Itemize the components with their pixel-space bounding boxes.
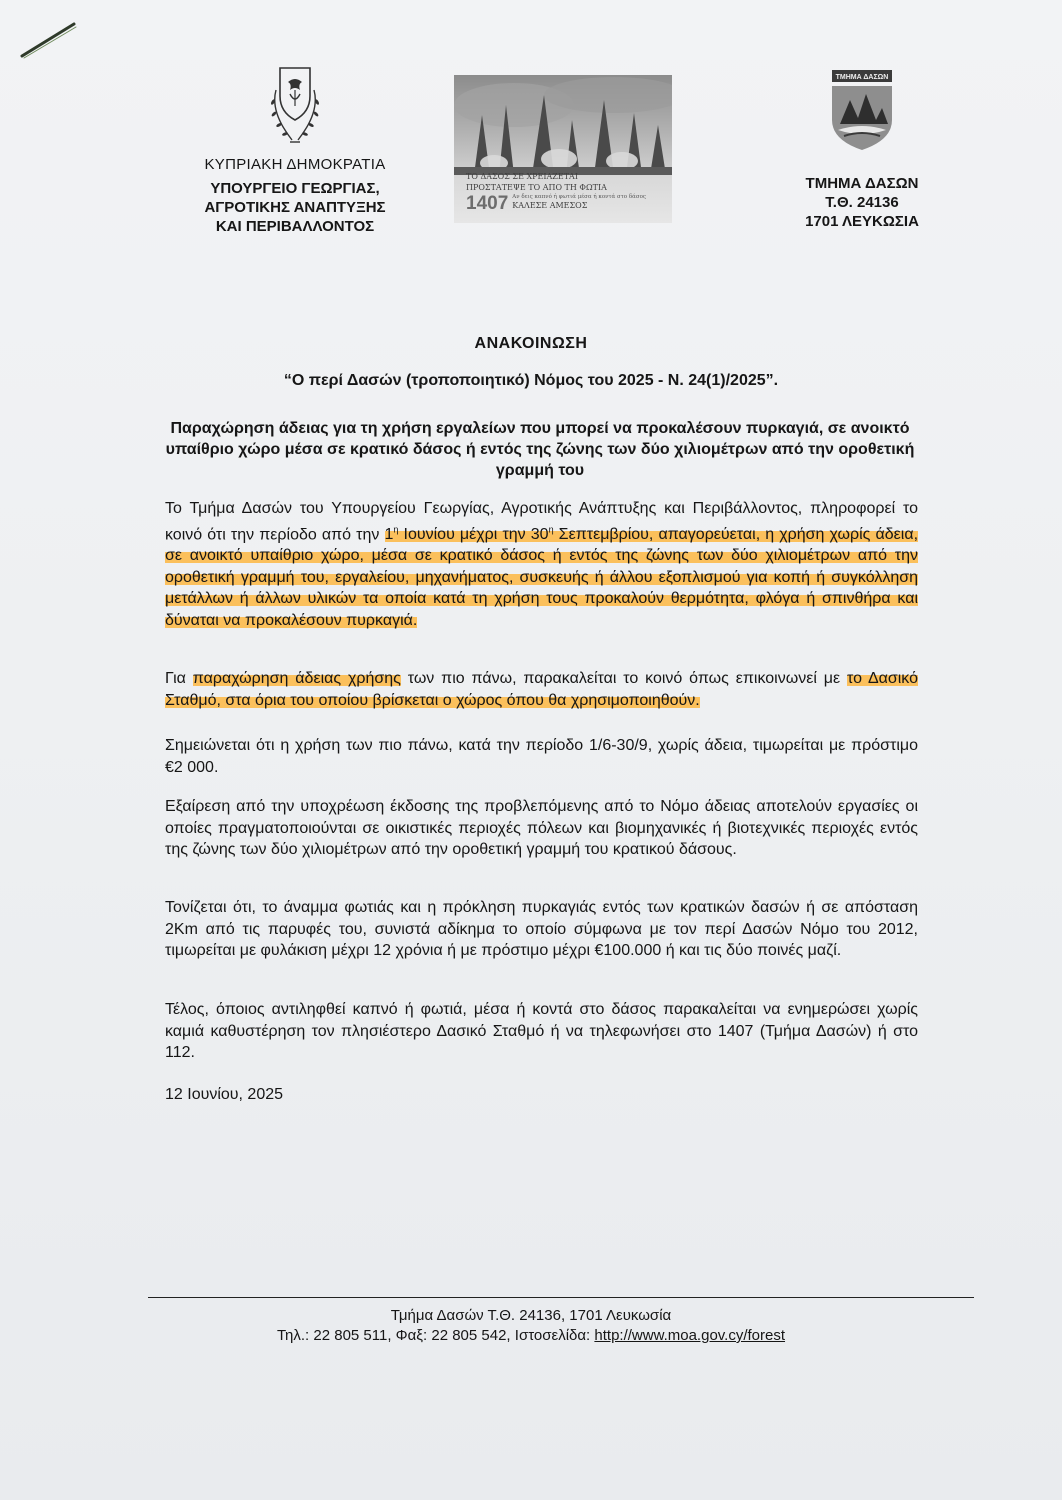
cyprus-coat-of-arms-icon — [260, 60, 330, 152]
p2-middle: των πιο πάνω, παρακαλείται το κοινό όπως επικοινωνεί με — [400, 670, 847, 687]
republic-name: ΚΥΠΡΙΑΚΗ ΔΗΜΟΚΡΑΤΙΑ — [204, 156, 386, 173]
paragraph-reporting: Τέλος, όποιος αντιληφθεί καπνό ή φωτιά, μέσα ή κοντά στο δάσος παρακαλείται να ενημερώσει χωρίς καμιά καθυστέρηση τον πλησιέστερο Δασικό Σταθμό ή να τηλεφωνήσει στο 1407 (Τμήμα Δασών) ή στο 112. — [165, 1001, 918, 1061]
department-header — [782, 68, 942, 231]
ministry-line-1: ΥΠΟΥΡΓΕΙΟ ΓΕΩΡΓΙΑΣ, — [210, 180, 380, 197]
banner-instructions — [512, 194, 646, 210]
paragraph-penalty: Τονίζεται ότι, το άναμμα φωτιάς και η πρόκληση πυρκαγιάς εντός των κρατικών δασών ή σε απόσταση 2Km από τις παρυφές του, συνιστά αδίκημα το οποίο σύμφωνα με τον περί Δασών Νόμο του 2012, τιμωρείται με φυλάκιση μέχρι 12 χρόνια ή με πρόστιμο μέχρι €100.000 ή και τις δύο ποινές μαζί. — [165, 899, 918, 959]
paragraph-exemption: Εξαίρεση από την υποχρέωση έκδοσης της προβλεπόμενης από το Νόμο άδειας αποτελούν εργασίες οι οποίες πραγματοποιούνται σε οικιστικές περιοχές πόλεων και βιομηχανικές ή βιοτεχνικές περιοχές εντός της ζώνης των δύο χιλιομέτρων από την οροθετική γραμμή του κρατικού δάσους. — [165, 798, 918, 858]
announcement-title: ΑΝΑΚΟΙΝΩΣΗ — [474, 335, 588, 352]
forest-fire-image — [454, 75, 672, 175]
forestry-department-logo-icon — [826, 68, 898, 152]
announcement-date: 12 Ιουνίου, 2025 — [165, 1086, 284, 1103]
ministry-header — [190, 60, 400, 236]
p2-highlight-1: παραχώρηση άδειας χρήσης — [192, 670, 401, 687]
dept-city: 1701 ΛΕΥΚΩΣΙΑ — [805, 213, 919, 230]
banner-small-text: Αν δεις καπνό ή φωτιά μέσα ή κοντά στο δάσος — [512, 194, 647, 200]
paragraph-prohibition — [165, 498, 918, 631]
p1-end-suffix: η — [548, 524, 554, 535]
dept-logo-label: ΤΜΗΜΑ ΔΑΣΩΝ — [835, 74, 889, 81]
p1-start-day: 1 — [384, 525, 394, 543]
paragraph-permit — [165, 668, 918, 711]
dept-name: ΤΜΗΜΑ ΔΑΣΩΝ — [805, 175, 919, 192]
footer-divider — [148, 1297, 974, 1298]
banner-line-1: ΤΟ ΔΑΣΟΣ ΣΕ ΧΡΕΙΑΖΕΤΑΙ — [466, 172, 578, 181]
dept-pobox: Τ.Θ. 24136 — [825, 194, 899, 211]
banner-text — [466, 171, 666, 214]
ministry-line-2: ΑΓΡΟΤΙΚΗΣ ΑΝΑΠΤΥΞΗΣ — [204, 199, 386, 216]
banner-phone-row — [466, 194, 666, 214]
p1-prohibition-text: Σεπτεμβρίου, απαγορεύεται, η χρήση χωρίς άδεια, σε ανοικτό υπαίθριο χώρο, μέσα σε κρατικό δάσος ή εντός της ζώνης των δύο χιλιομέτρων από την οροθετική γραμμή του, εργαλείου, μηχανήματος, συσκευής ή άλλου εξοπλισμού για κοπή ή συγκόλληση μετάλλων ή άλλων υλικών τα οποία κατά τη χρήση τους προκαλούν θερμότητα, φλόγα ή σπινθήρα και δύναται να προκαλέσουν πυρκαγιά. — [165, 525, 919, 629]
announcement-subject: Παραχώρηση άδειας για τη χρήση εργαλείων που μπορεί να προκαλέσουν πυρκαγιά, σε ανοικτό υπαίθριο χώρο μέσα σε κρατικό δάσος ή εντός της ζώνης των δύο χιλιομέτρων από την οροθετική γραμμή του — [165, 420, 915, 479]
footer-address: Τμήμα Δασών Τ.Θ. 24136, 1701 Λευκωσία — [390, 1307, 672, 1324]
ministry-line-3: ΚΑΙ ΠΕΡΙΒΑΛΛΟΝΤΟΣ — [215, 218, 375, 235]
footer-phone-fax: Τηλ.: 22 805 511, Φαξ: 22 805 542, Ιστοσελίδα: — [276, 1327, 595, 1344]
banner-phone-number: 1407 — [466, 193, 509, 214]
p1-start-suffix: η — [393, 524, 399, 535]
law-reference: “Ο περί Δασών (τροποποιητικό) Νόμος του 2025 - Ν. 24(1)/2025”. — [283, 372, 779, 389]
fire-prevention-banner — [454, 75, 672, 223]
department-address — [782, 174, 942, 231]
p2-highlight-2: το Δασικό Σταθμό, στα όρια του οποίου βρίσκεται ο χώρος όπου θα χρησιμοποιηθούν. — [165, 670, 919, 709]
p1-period: Ιουνίου μέχρι την 30 — [398, 525, 549, 543]
page-footer — [0, 1306, 1062, 1346]
p1-intro: Το Τμήμα Δασών του Υπουργείου Γεωργίας, Αγροτικής Ανάπτυξης και Περιβάλλοντος, πληροφορεί το κοινό ότι την περίοδο από την — [165, 500, 918, 543]
banner-call-text: ΚΑΛΕΣΕ ΑΜΕΣΟΣ — [512, 201, 588, 210]
p2-intro: Για — [165, 670, 193, 687]
ministry-name — [190, 179, 400, 236]
banner-line-2: ΠΡΟΣΤΑΤΕΨΕ ΤΟ ΑΠΟ ΤΗ ΦΩΤΙΑ — [466, 183, 607, 192]
footer-contact — [0, 1326, 1062, 1346]
pen-mark — [18, 18, 80, 62]
paragraph-fine: Σημειώνεται ότι η χρήση των πιο πάνω, κατά την περίοδο 1/6-30/9, χωρίς άδεια, τιμωρείται με πρόστιμο €2 000. — [165, 737, 918, 776]
website-link[interactable]: http://www.moa.gov.cy/forest — [594, 1327, 786, 1344]
